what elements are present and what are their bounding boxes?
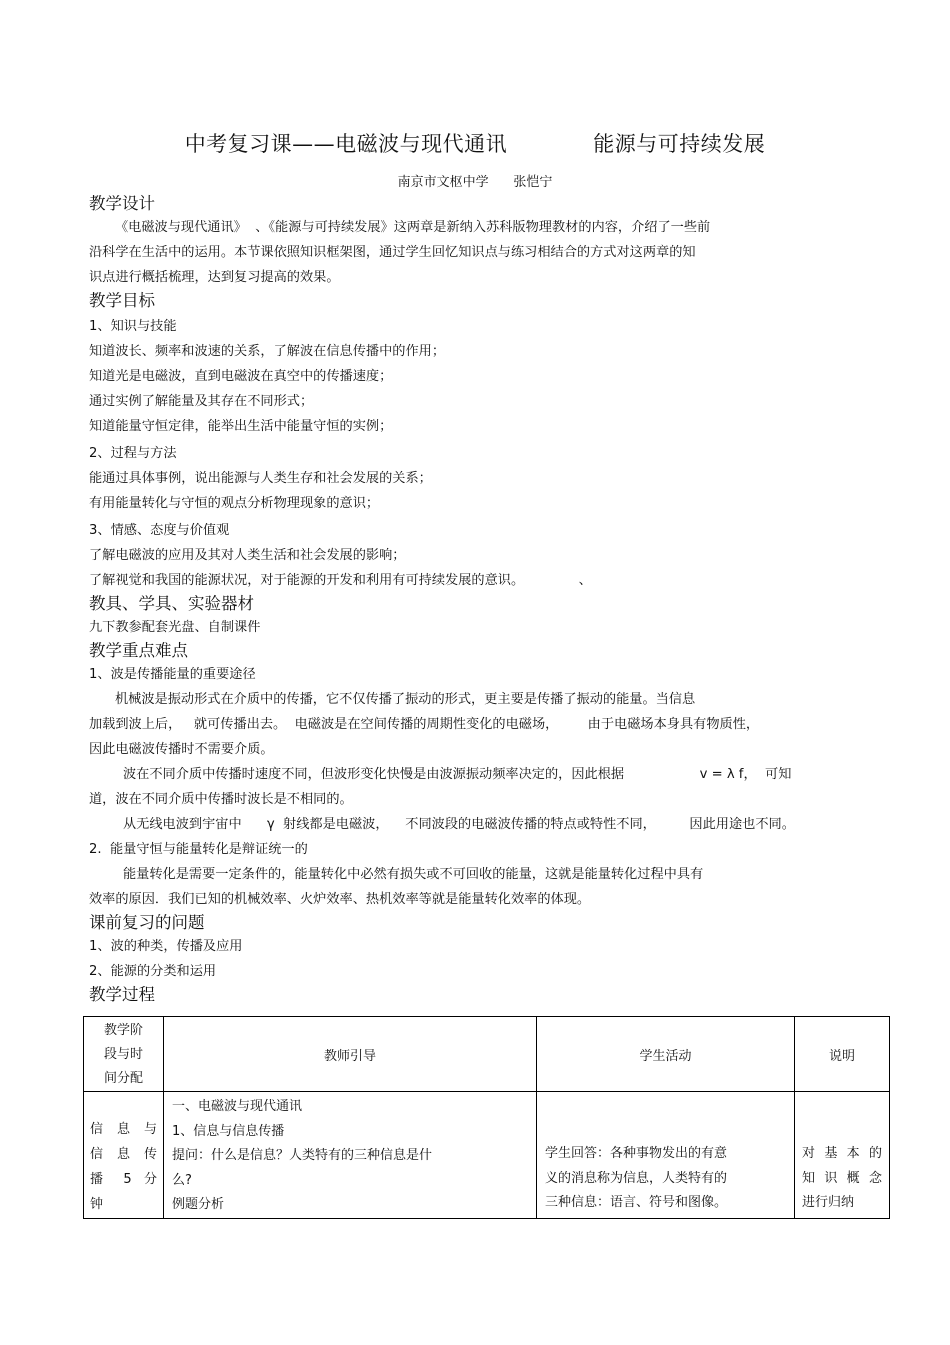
paragraph-line: 通过实例了解能量及其存在不同形式； (89, 394, 314, 409)
paragraph-line: 知道能量守恒定律，能举出生活中能量守恒的实例； (89, 419, 393, 434)
paragraph-line: 了解视觉和我国的能源状况，对于能源的开发和利用有可持续发展的意识。 、 (89, 573, 592, 588)
header-stage-line: 段与时 (103, 1047, 143, 1062)
subheading: 3、情感、态度与价值观 (89, 523, 230, 538)
cell-line: 信 息 与 (90, 1122, 157, 1137)
section-heading-key: 教学重点难点 (89, 641, 188, 660)
subheading: 1、知识与技能 (89, 319, 177, 334)
section-heading-tools: 教具、学具、实验器材 (89, 594, 254, 613)
cell-line: 学生回答：各种事物发出的有意 (545, 1146, 728, 1161)
cell-teacher (164, 1092, 537, 1219)
subheading: 2、过程与方法 (89, 446, 177, 461)
paragraph-line: 1、波的种类，传播及应用 (89, 939, 243, 954)
paragraph-line: 有用能量转化与守恒的观点分析物理现象的意识； (89, 496, 380, 511)
cell-line: 提问：什么是信息？人类特有的三种信息是什 (172, 1148, 433, 1163)
header-teacher: 教师引导 (164, 1017, 537, 1092)
paragraph-line: 识点进行概括梳理，达到复习提高的效果。 (89, 270, 340, 285)
subheading: 2. 能量守恒与能量转化是辩证统一的 (89, 842, 308, 857)
paragraph-line: 机械波是振动形式在介质中的传播，它不仅传播了振动的形式，更主要是传播了振动的能量。当信息 (115, 692, 696, 707)
paragraph-line: 了解电磁波的应用及其对人类生活和社会发展的影响； (89, 548, 406, 563)
paragraph-line: 沿科学在生活中的运用。本节课依照知识框架图，通过学生回忆知识点与练习相结合的方式对这两章的知 (89, 245, 696, 260)
header-note: 说明 (795, 1017, 890, 1092)
cell-line: 1、信息与信息传播 (172, 1123, 285, 1139)
paragraph-line: 知道光是电磁波，直到电磁波在真空中的传播速度； (89, 369, 393, 384)
paragraph-line: 道，波在不同介质中传播时波长是不相同的。 (89, 792, 353, 807)
cell-line: 信 息 传 (90, 1147, 157, 1162)
section-heading-goals: 教学目标 (89, 291, 155, 310)
paragraph-line: 九下教参配套光盘、自制课件 (89, 620, 261, 635)
cell-line: 对 基 本 的 (802, 1146, 882, 1161)
header-stage-line: 教学阶 (103, 1023, 143, 1038)
section-heading-preview: 课前复习的问题 (89, 913, 205, 932)
paragraph-line: 能通过具体事例，说出能源与人类生存和社会发展的关系； (89, 471, 432, 486)
paragraph-line: 能量转化是需要一定条件的，能量转化中必然有损失或不可回收的能量，这就是能量转化过程中具有 (123, 867, 704, 882)
cell-line: 知 识 概 念 (802, 1170, 882, 1186)
header-student: 学生活动 (537, 1017, 795, 1092)
cell-line: 例题分析 (172, 1197, 225, 1212)
document-author: 南京市文枢中学 张恺宁 (397, 175, 553, 190)
cell-stage (84, 1092, 164, 1219)
paragraph-line: 《电磁波与现代通讯》 、《能源与可持续发展》这两章是新纳入苏科版物理教材的内容，介绍了一些前 (115, 220, 711, 235)
document-title: 中考复习课——电磁波与现代通讯 能源与可持续发展 (184, 132, 766, 156)
section-heading-design: 教学设计 (89, 194, 155, 213)
paragraph-line: 加载到波上后， 就可传播出去。 电磁波是在空间传播的周期性变化的电磁场， 由于电磁场本身具有物质性， (89, 717, 760, 732)
paragraph-line: 知道波长、频率和波速的关系，了解波在信息传播中的作用； (89, 344, 446, 359)
cell-line: 三种信息：语言、符号和图像。 (545, 1195, 728, 1210)
paragraph-line: 从无线电波到宇宙中 γ 射线都是电磁波， 不同波段的电磁波传播的特点或特性不同， 因此用途也不同。 (123, 817, 795, 832)
cell-note (795, 1092, 890, 1219)
paragraph-line: 效率的原因．我们已知的机械效率、火炉效率、热机效率等就是能量转化效率的体现。 (89, 892, 591, 907)
teaching-process-table (83, 1016, 890, 1219)
paragraph-line: 2、能源的分类和运用 (89, 964, 217, 979)
paragraph-line: 波在不同介质中传播时速度不同，但波形变化快慢是由波源振动频率决定的，因此根据 v = λ f， 可知 (123, 767, 792, 782)
cell-line: 义的消息称为信息，人类特有的 (545, 1170, 728, 1186)
cell-student (537, 1092, 795, 1219)
header-stage-line: 间分配 (103, 1071, 143, 1086)
table-header-row (84, 1017, 890, 1092)
cell-line: 么? (172, 1172, 192, 1188)
cell-line: 播 5 分 (90, 1172, 157, 1187)
paragraph-line: 因此电磁波传播时不需要介质。 (89, 742, 274, 757)
header-stage (84, 1017, 164, 1092)
section-heading-process: 教学过程 (89, 985, 155, 1004)
table-row (84, 1092, 890, 1219)
document-body (89, 193, 864, 1006)
cell-line: 一、电磁波与现代通讯 (172, 1099, 303, 1114)
subheading: 1、波是传播能量的重要途径 (89, 667, 256, 682)
cell-line: 进行归纳 (802, 1195, 855, 1210)
cell-line: 钟 (90, 1197, 104, 1212)
